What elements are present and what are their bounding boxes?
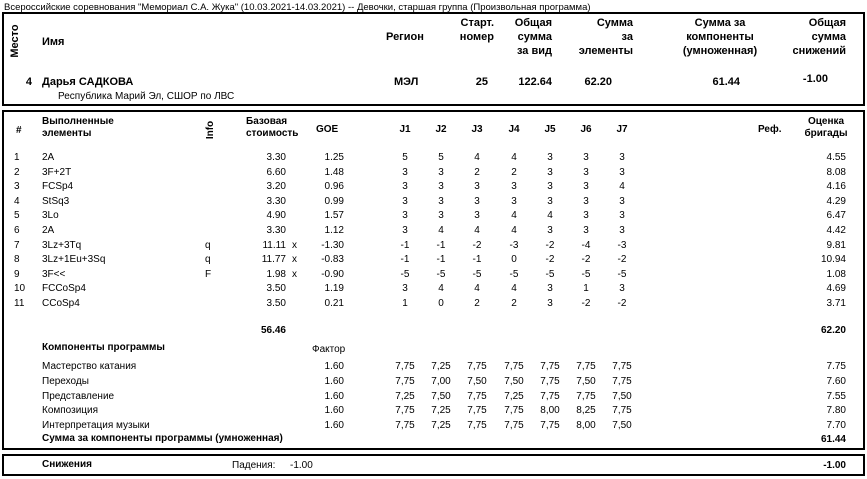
falls-label: Падения:	[232, 460, 276, 471]
component-judge-score-6: 8,25	[576, 405, 596, 417]
component-judge-score-4: 7,75	[504, 405, 524, 417]
element-base-value: 1.98	[266, 268, 286, 280]
element-info: q	[205, 254, 211, 266]
element-panel-score: 1.08	[826, 268, 846, 280]
element-judge-score-5: -5	[545, 268, 555, 280]
element-judge-score-1: 3	[402, 181, 408, 193]
place-header: Место	[9, 24, 21, 58]
component-name: Интерпретация музыки	[42, 420, 150, 432]
element-judge-score-3: -2	[472, 239, 482, 251]
component-judge-score-1: 7,75	[395, 420, 415, 432]
deductions-total: -1.00	[823, 460, 846, 471]
element-base-value: 3.50	[266, 283, 286, 295]
element-judge-score-1: 3	[402, 195, 408, 207]
element-judge-score-5: 3	[547, 166, 553, 178]
element-judge-score-6: 3	[583, 210, 589, 222]
competition-caption: Всероссийские соревнования "Мемориал С.А. Жука" (10.03.2021-14.03.2021) -- Девочки, старшая группа (Произвольная программа)	[4, 2, 591, 13]
component-judge-score-3: 7,75	[467, 405, 487, 417]
element-judge-score-4: 4	[511, 283, 517, 295]
judge-header-4: J4	[508, 124, 520, 135]
component-judge-score-4: 7,25	[504, 390, 524, 402]
component-judge-score-3: 7,50	[467, 375, 487, 387]
judge-header-2: J2	[435, 124, 447, 135]
name-header: Имя	[42, 36, 65, 48]
component-factor: 1.60	[324, 390, 344, 402]
base-value-header: Базовая стоимость	[246, 116, 299, 139]
element-judge-score-4: 4	[511, 225, 517, 236]
judge-header-7: J7	[616, 124, 628, 135]
element-judge-score-6: -2	[581, 298, 591, 309]
element-judge-score-6: 3	[583, 152, 589, 163]
skater-start-number: 25	[475, 76, 488, 88]
element-judge-score-7: 3	[619, 195, 625, 207]
skater-components-score: 61.44	[712, 76, 740, 88]
element-judge-score-7: -2	[617, 254, 627, 266]
element-judge-score-6: 3	[583, 195, 589, 207]
component-score: 7.75	[826, 361, 846, 372]
judge-header-6: J6	[580, 124, 592, 135]
element-panel-score: 4.69	[826, 283, 846, 295]
component-judge-score-2: 7,25	[431, 405, 451, 417]
element-judge-score-3: -1	[472, 254, 482, 266]
element-judge-score-7: 3	[619, 283, 625, 295]
element-goe: 1.48	[324, 166, 344, 178]
component-judge-score-6: 8,00	[576, 420, 596, 432]
element-goe: 1.25	[324, 152, 344, 163]
component-judge-score-3: 7,75	[467, 361, 487, 372]
element-judge-score-2: -5	[436, 268, 446, 280]
element-judge-score-2: 4	[438, 283, 444, 295]
component-name: Мастерство катания	[42, 361, 137, 372]
component-score: 7.55	[826, 390, 846, 402]
component-judge-score-5: 7,75	[540, 375, 560, 387]
component-judge-score-4: 7,50	[504, 375, 524, 387]
element-name: 2A	[42, 152, 55, 163]
elements-score-total: 62.20	[820, 325, 846, 336]
component-judge-score-4: 7,75	[504, 420, 524, 432]
element-judge-score-3: -5	[472, 268, 482, 280]
component-judge-score-7: 7,50	[612, 390, 632, 402]
component-judge-score-1: 7,75	[395, 405, 415, 417]
element-judge-score-2: 3	[438, 195, 444, 207]
judge-header-1: J1	[399, 124, 411, 135]
element-judge-score-5: 3	[547, 152, 553, 163]
element-judge-score-5: 3	[547, 225, 553, 236]
element-panel-score: 4.16	[826, 181, 846, 193]
element-name: CCoSp4	[42, 298, 80, 309]
element-judge-score-3: 2	[474, 298, 480, 309]
element-judge-score-1: 3	[402, 225, 408, 236]
component-score: 7.60	[826, 375, 846, 387]
element-name: FCSp4	[42, 181, 74, 193]
element-judge-score-7: -3	[617, 239, 627, 251]
element-judge-score-2: -1	[436, 254, 446, 266]
element-judge-score-5: 3	[547, 195, 553, 207]
goe-header: GOE	[316, 124, 339, 135]
element-base-value: 3.20	[266, 181, 286, 193]
element-judge-score-3: 3	[474, 181, 480, 193]
element-judge-score-2: 0	[438, 298, 444, 309]
element-goe: -1.30	[321, 239, 344, 251]
element-judge-score-4: -5	[509, 268, 519, 280]
components-total-score: 61.44	[820, 434, 846, 445]
element-name: 3Lz+1Eu+3Sq	[42, 254, 106, 266]
element-number: 7	[14, 239, 20, 251]
component-name: Композиция	[42, 405, 99, 417]
component-name: Представление	[42, 390, 115, 402]
skater-place: 4	[25, 76, 32, 88]
element-judge-score-1: -1	[400, 254, 410, 266]
component-judge-score-6: 7,75	[576, 361, 596, 372]
element-name: 3F+2T	[42, 166, 72, 178]
element-goe: 0.21	[324, 298, 344, 309]
element-number: 1	[14, 152, 20, 163]
component-judge-score-1: 7,75	[395, 375, 415, 387]
skater-total-score: 122.64	[518, 76, 552, 88]
element-number-header: #	[16, 125, 22, 136]
element-judge-score-1: 3	[402, 283, 408, 295]
element-panel-score: 4.29	[826, 195, 846, 207]
element-judge-score-2: -1	[436, 239, 446, 251]
element-judge-score-1: 1	[402, 298, 408, 309]
element-name: FCCoSp4	[42, 283, 86, 295]
element-judge-score-2: 3	[438, 181, 444, 193]
element-judge-score-6: -2	[581, 254, 591, 266]
judge-header-3: J3	[471, 124, 483, 135]
element-judge-score-4: -3	[509, 239, 519, 251]
panel-score-header: Оценка бригады	[804, 116, 848, 139]
component-name: Переходы	[42, 375, 89, 387]
element-judge-score-6: 3	[583, 225, 589, 236]
element-number: 8	[14, 254, 20, 266]
element-panel-score: 6.47	[826, 210, 846, 222]
element-judge-score-1: 3	[402, 210, 408, 222]
element-goe: 0.96	[324, 181, 344, 193]
element-judge-score-4: 4	[511, 152, 517, 163]
element-panel-score: 9.81	[826, 239, 846, 251]
element-base-value: 6.60	[266, 166, 286, 178]
element-panel-score: 4.42	[826, 225, 846, 236]
element-base-value: 3.30	[266, 225, 286, 236]
component-judge-score-6: 7,75	[576, 390, 596, 402]
element-info: F	[205, 268, 212, 280]
element-base-value: 4.90	[266, 210, 286, 222]
skater-deductions: -1.00	[802, 73, 828, 85]
element-goe: 1.12	[324, 225, 344, 236]
element-judge-score-7: 3	[619, 166, 625, 178]
component-score: 7.80	[826, 405, 846, 417]
element-judge-score-7: 3	[619, 225, 625, 236]
element-judge-score-2: 4	[438, 225, 444, 236]
element-judge-score-7: 4	[619, 181, 625, 193]
component-judge-score-1: 7,75	[395, 361, 415, 372]
element-judge-score-2: 5	[438, 152, 444, 163]
component-judge-score-3: 7,75	[467, 390, 487, 402]
element-judge-score-5: -2	[545, 239, 555, 251]
element-judge-score-4: 4	[511, 210, 517, 222]
info-header: Info	[205, 120, 216, 140]
component-judge-score-1: 7,25	[395, 390, 415, 402]
skater-region: МЭЛ	[394, 76, 419, 88]
element-judge-score-6: 3	[583, 181, 589, 193]
component-judge-score-7: 7,75	[612, 375, 632, 387]
element-number: 11	[14, 298, 25, 309]
element-judge-score-4: 2	[511, 166, 517, 178]
element-judge-score-1: 5	[402, 152, 408, 163]
element-name: 2A	[42, 225, 55, 236]
element-judge-score-3: 3	[474, 195, 480, 207]
base-value-total: 56.46	[260, 325, 286, 336]
element-judge-score-7: 3	[619, 152, 625, 163]
component-factor: 1.60	[324, 375, 344, 387]
element-name: 3F<<	[42, 268, 66, 280]
total-score-header: Общая сумма за вид	[514, 17, 552, 57]
referee-header: Реф.	[758, 124, 782, 135]
element-panel-score: 4.55	[826, 152, 846, 163]
component-judge-score-7: 7,75	[612, 405, 632, 417]
element-base-value: 3.50	[266, 298, 286, 309]
element-number: 4	[14, 195, 20, 207]
element-number: 5	[14, 210, 20, 222]
element-judge-score-2: 3	[438, 166, 444, 178]
component-judge-score-5: 7,75	[540, 390, 560, 402]
component-score: 7.70	[826, 420, 846, 432]
component-judge-score-5: 7,75	[540, 420, 560, 432]
element-judge-score-6: 3	[583, 166, 589, 178]
component-factor: 1.60	[324, 405, 344, 417]
element-judge-score-4: 2	[511, 298, 517, 309]
skater-name: Дарья САДКОВА	[42, 76, 134, 88]
element-goe: -0.83	[321, 254, 344, 266]
element-number: 3	[14, 181, 20, 193]
element-judge-score-1: -5	[400, 268, 410, 280]
element-bonus-mark: x	[292, 254, 297, 266]
deductions-box	[2, 454, 865, 476]
elements-score-header: Сумма за элементы	[578, 17, 633, 57]
element-judge-score-6: 1	[583, 283, 589, 295]
element-base-value: 11.11	[262, 239, 286, 251]
skater-club: Республика Марий Эл, СШОР по ЛВС	[58, 91, 235, 102]
element-goe: 1.57	[324, 210, 344, 222]
component-judge-score-4: 7,75	[504, 361, 524, 372]
element-judge-score-5: 3	[547, 298, 553, 309]
element-judge-score-3: 4	[474, 152, 480, 163]
component-judge-score-2: 7,00	[431, 375, 451, 387]
element-judge-score-6: -4	[581, 239, 591, 251]
element-judge-score-1: -1	[400, 239, 410, 251]
component-judge-score-7: 7,50	[612, 420, 632, 432]
components-total-label: Сумма за компоненты программы (умноженная)	[42, 433, 283, 444]
components-score-header: Сумма за компоненты (умноженная)	[682, 17, 758, 57]
deductions-label: Снижения	[42, 459, 92, 470]
component-judge-score-6: 7,50	[576, 375, 596, 387]
element-name: 3Lz+3Tq	[42, 239, 82, 251]
component-judge-score-2: 7,50	[431, 390, 451, 402]
element-goe: 1.19	[324, 283, 344, 295]
element-judge-score-5: 3	[547, 181, 553, 193]
element-number: 2	[14, 166, 20, 178]
component-judge-score-5: 7,75	[540, 361, 560, 372]
element-judge-score-5: 3	[547, 283, 553, 295]
element-judge-score-3: 2	[474, 166, 480, 178]
deductions-header: Общая сумма снижений	[792, 17, 846, 57]
element-goe: 0.99	[324, 195, 344, 207]
element-number: 9	[14, 268, 20, 280]
element-base-value: 11.77	[261, 254, 286, 266]
element-judge-score-4: 3	[511, 181, 517, 193]
component-judge-score-3: 7,75	[467, 420, 487, 432]
element-judge-score-5: 4	[547, 210, 553, 222]
component-factor: 1.60	[324, 420, 344, 432]
element-judge-score-5: -2	[545, 254, 555, 266]
element-judge-score-7: -2	[617, 298, 627, 309]
component-factor: 1.60	[324, 361, 344, 372]
start-number-header: Старт. номер	[459, 17, 494, 43]
element-base-value: 3.30	[266, 195, 286, 207]
factor-header: Фактор	[312, 344, 346, 355]
components-title: Компоненты программы	[42, 342, 165, 353]
element-goe: -0.90	[321, 268, 344, 280]
region-header: Регион	[386, 31, 424, 43]
element-bonus-mark: x	[292, 268, 297, 280]
element-bonus-mark: x	[292, 239, 297, 251]
element-number: 10	[14, 283, 26, 295]
element-info: q	[205, 239, 211, 251]
element-judge-score-7: -5	[617, 268, 627, 280]
component-judge-score-7: 7,75	[612, 361, 632, 372]
element-judge-score-4: 0	[511, 254, 517, 266]
component-judge-score-2: 7,25	[431, 361, 451, 372]
element-panel-score: 10.94	[820, 254, 846, 266]
element-judge-score-7: 3	[619, 210, 625, 222]
skater-elements-score: 62.20	[584, 76, 612, 88]
element-judge-score-6: -5	[581, 268, 591, 280]
element-panel-score: 8.08	[826, 166, 846, 178]
element-panel-score: 3.71	[826, 298, 846, 309]
falls-value: -1.00	[290, 460, 313, 471]
element-judge-score-3: 4	[474, 283, 480, 295]
element-name: 3Lo	[42, 210, 59, 222]
element-judge-score-3: 3	[474, 210, 480, 222]
element-judge-score-1: 3	[402, 166, 408, 178]
executed-elements-header: Выполненные элементы	[42, 116, 114, 139]
element-name: StSq3	[42, 195, 70, 207]
element-judge-score-4: 3	[511, 195, 517, 207]
element-base-value: 3.30	[266, 152, 286, 163]
component-judge-score-5: 8,00	[540, 405, 560, 417]
element-number: 6	[14, 225, 20, 236]
element-judge-score-3: 4	[474, 225, 480, 236]
component-judge-score-2: 7,25	[431, 420, 451, 432]
element-judge-score-2: 3	[438, 210, 444, 222]
judge-header-5: J5	[544, 124, 556, 135]
